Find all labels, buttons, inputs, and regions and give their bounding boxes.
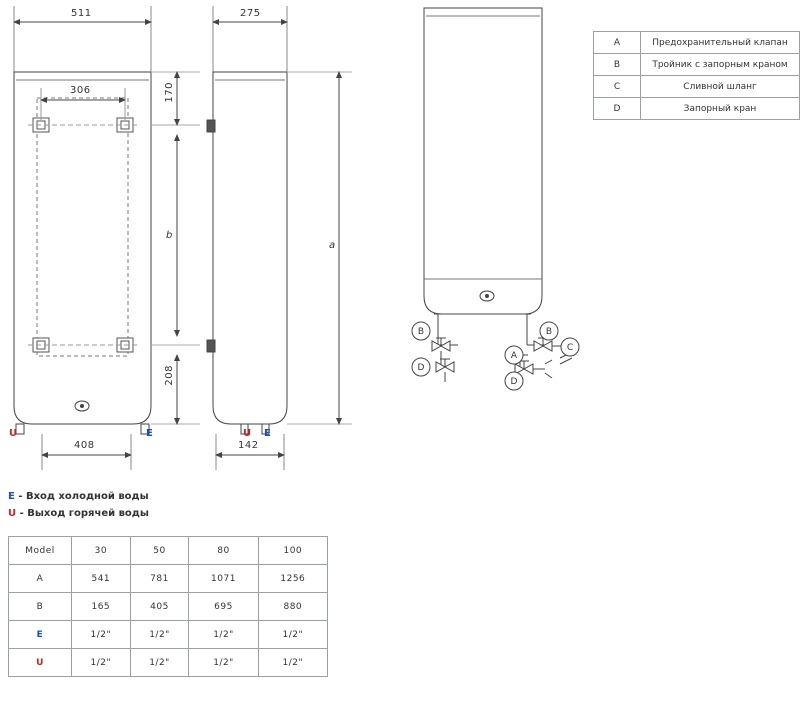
legend-row	[594, 32, 800, 54]
models-header-cell: 80	[189, 537, 258, 565]
note-cold-inlet	[8, 488, 149, 505]
models-cell: 1/2"	[72, 621, 131, 649]
side-cold-inlet-label: E	[264, 428, 272, 439]
legend-value: Предохранительный клапан	[641, 32, 800, 54]
models-header-cell: 50	[130, 537, 189, 565]
models-header-cell: 30	[72, 537, 131, 565]
callout-d-left: D	[417, 363, 425, 373]
side-bottom-dim: 142	[238, 440, 259, 451]
models-cell: 1/2"	[189, 649, 258, 677]
models-cell: 1/2"	[189, 621, 258, 649]
legend-table	[593, 31, 800, 120]
notes-block	[8, 488, 149, 522]
models-header-cell: 100	[258, 537, 327, 565]
models-cell: 1071	[189, 565, 258, 593]
models-cell: 781	[130, 565, 189, 593]
models-cell: 1/2"	[72, 649, 131, 677]
models-row-b	[9, 593, 328, 621]
front-bottom-dim: 408	[74, 440, 95, 451]
legend-row	[594, 98, 800, 120]
legend-key: B	[594, 54, 641, 76]
models-cell: 541	[72, 565, 131, 593]
callout-d-right: D	[510, 377, 518, 387]
front-height-label-b: b	[166, 230, 173, 241]
legend-row	[594, 76, 800, 98]
side-hot-outlet-label: U	[243, 428, 252, 439]
note-text-e: - Вход холодной воды	[18, 491, 149, 502]
models-table	[8, 536, 328, 677]
models-header-row	[9, 537, 328, 565]
legend-key: C	[594, 76, 641, 98]
side-height-label-a: a	[329, 240, 336, 251]
front-width-dim: 511	[71, 8, 92, 19]
legend-row	[594, 54, 800, 76]
models-row-label: U	[9, 649, 72, 677]
models-row-e	[9, 621, 328, 649]
front-top-dim: 170	[164, 82, 175, 103]
legend-key: A	[594, 32, 641, 54]
legend-value: Тройник с запорным краном	[641, 54, 800, 76]
front-inner-width-dim: 306	[70, 85, 91, 96]
models-row-label: B	[9, 593, 72, 621]
models-cell: 1/2"	[130, 621, 189, 649]
callout-c: C	[566, 343, 574, 353]
front-hot-outlet-label: U	[9, 428, 18, 439]
models-row-u	[9, 649, 328, 677]
legend-value: Сливной шланг	[641, 76, 800, 98]
models-row-label: A	[9, 565, 72, 593]
models-row-label: E	[9, 621, 72, 649]
legend-key: D	[594, 98, 641, 120]
front-bottom-section-dim: 208	[164, 365, 175, 386]
models-cell: 165	[72, 593, 131, 621]
side-depth-dim: 275	[240, 8, 261, 19]
models-header-cell: Model	[9, 537, 72, 565]
models-row-a	[9, 565, 328, 593]
models-cell: 1/2"	[258, 621, 327, 649]
note-hot-outlet	[8, 505, 149, 522]
legend-value: Запорный кран	[641, 98, 800, 120]
models-cell: 1/2"	[130, 649, 189, 677]
note-text-u: - Выход горячей воды	[19, 508, 149, 519]
callout-b-right: B	[545, 327, 553, 337]
note-code-u: U	[8, 508, 17, 519]
models-cell: 1/2"	[258, 649, 327, 677]
models-cell: 405	[130, 593, 189, 621]
callout-b-left: B	[417, 327, 425, 337]
front-cold-inlet-label: E	[146, 428, 154, 439]
models-cell: 695	[189, 593, 258, 621]
callout-a: A	[510, 351, 518, 361]
note-code-e: E	[8, 491, 15, 502]
models-cell: 1256	[258, 565, 327, 593]
models-cell: 880	[258, 593, 327, 621]
